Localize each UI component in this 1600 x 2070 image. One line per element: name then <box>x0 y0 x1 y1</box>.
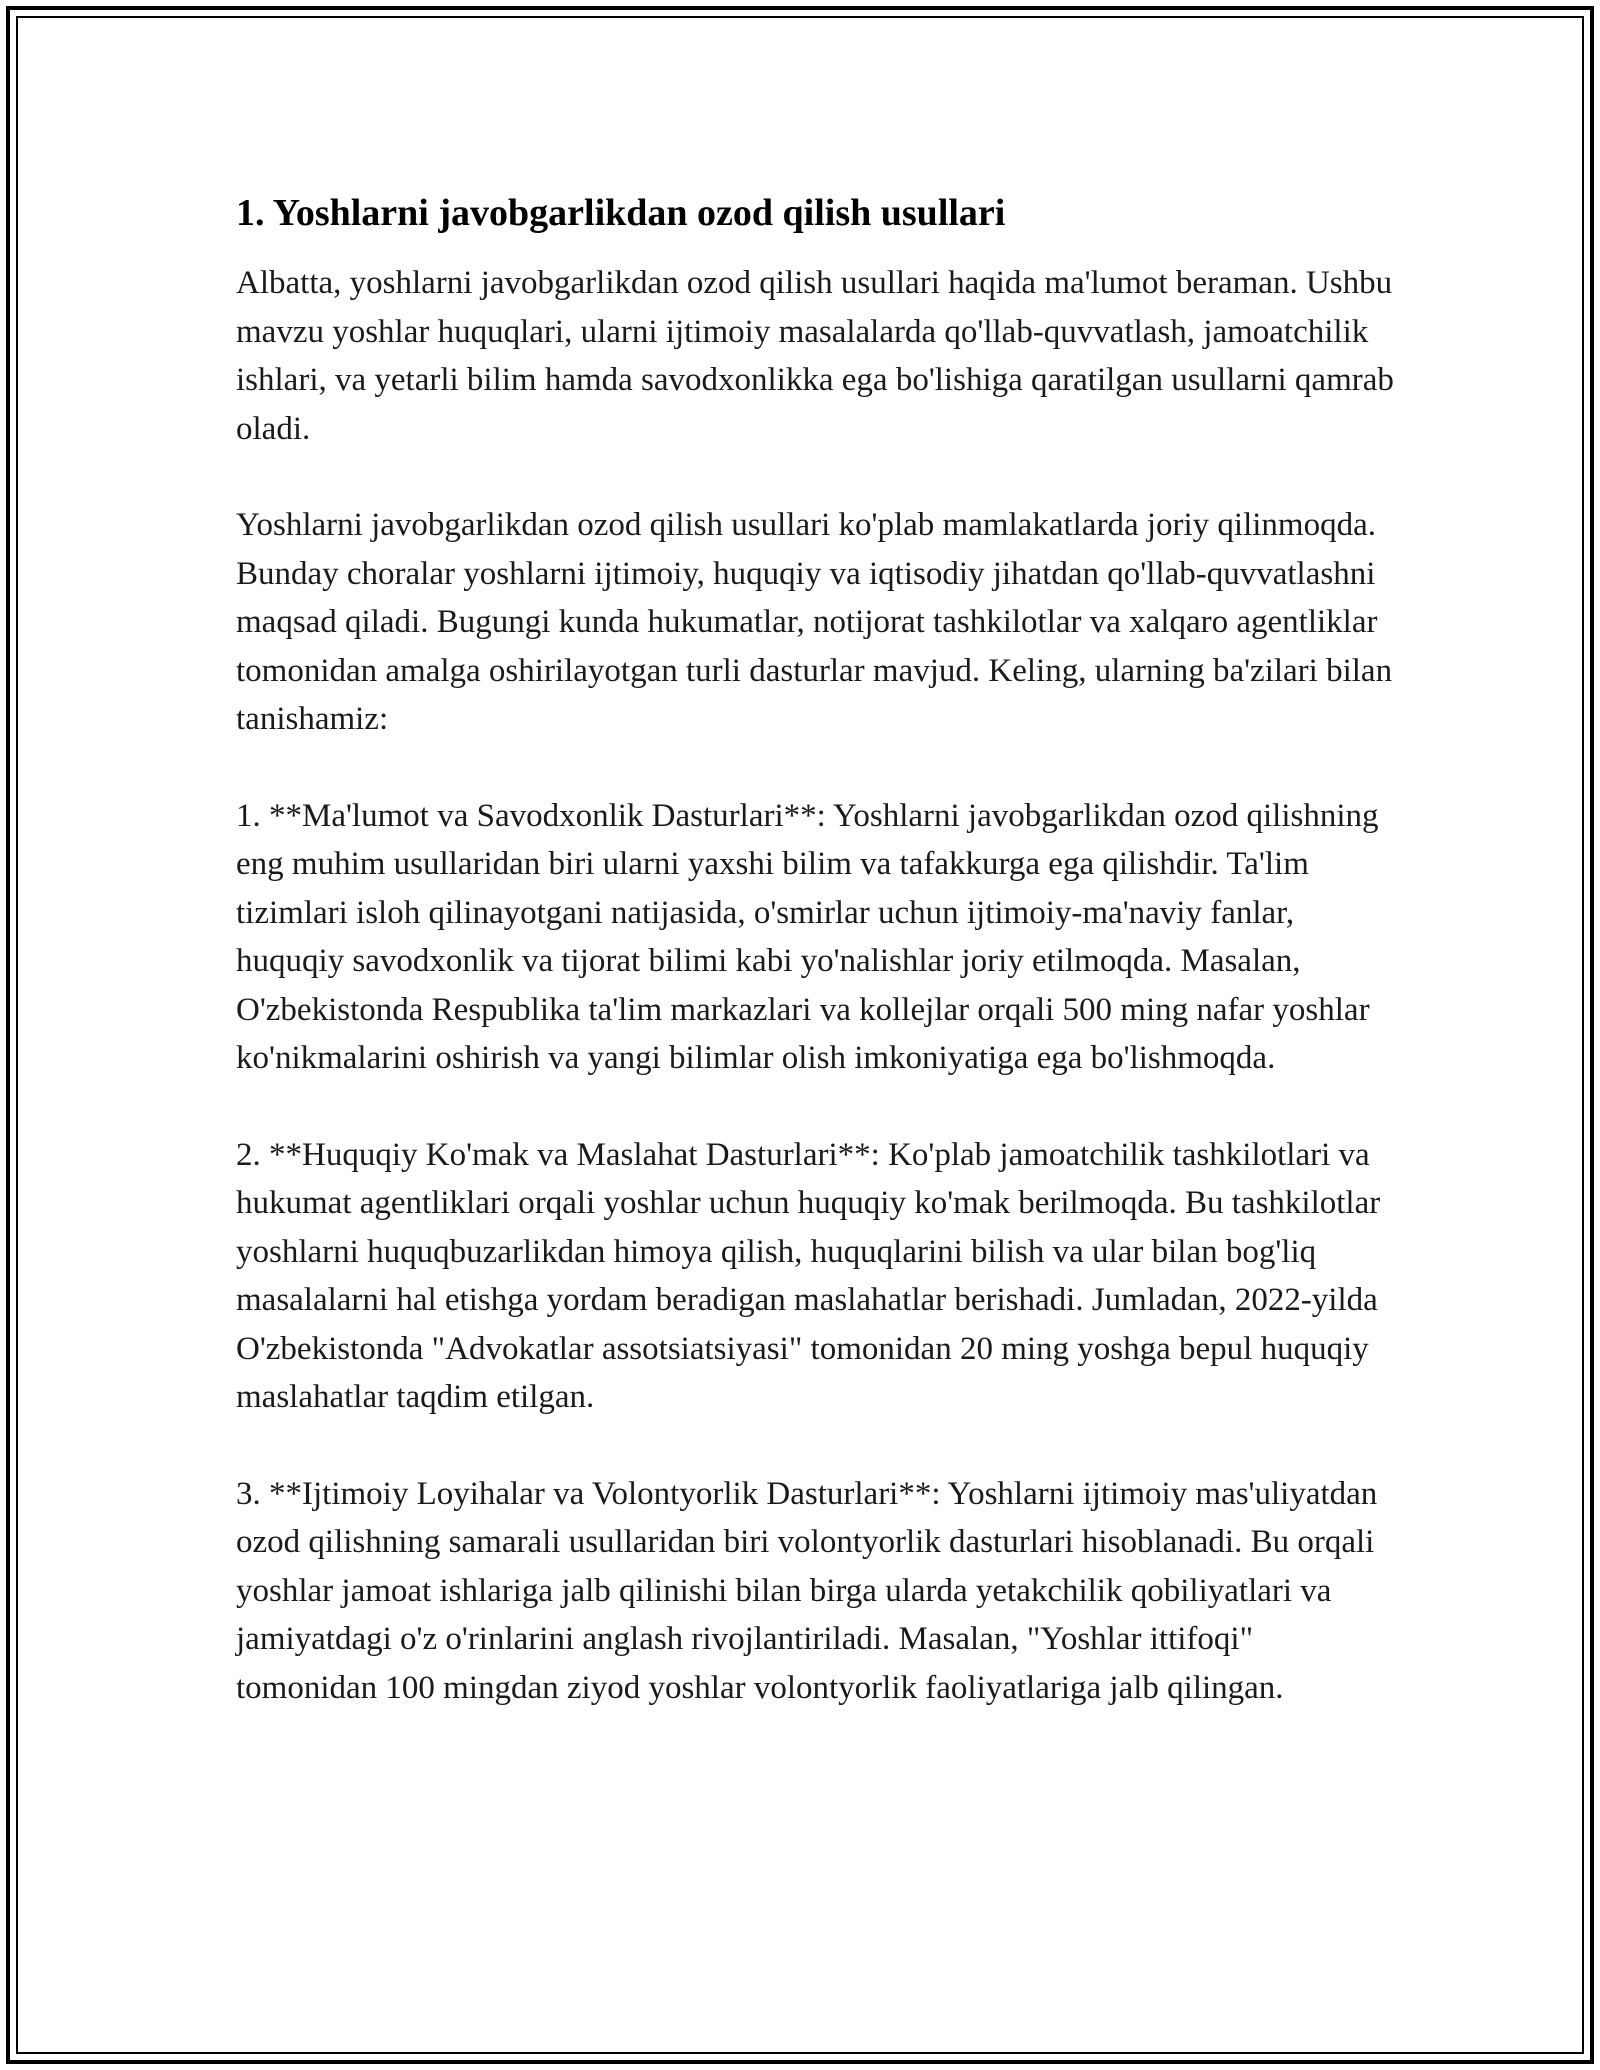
context-paragraph: Yoshlarni javobgarlikdan ozod qilish usullari ko'plab mamlakatlarda joriy qilinmoqda. Bunday choralar yoshlarni ijtimoiy, huquqiy va iqtisodiy jihatdan qo'llab-quvvatlashni maqsad qiladi. Bugungi kunda hukumatlar, notijorat tashkilotlar va xalqaro agentliklar tomonidan amalga oshirilayotgan turli dasturlar mavjud. Keling, ularning ba'zilari bilan tanishamiz: <box>236 507 1393 737</box>
document-body <box>236 187 1396 1760</box>
section-heading: 1. Yoshlarni javobgarlikdan ozod qilish usullari <box>236 192 1006 234</box>
list-item-education-programs: 1. **Ma'lumot va Savodxonlik Dasturlari**: Yoshlarni javobgarlikdan ozod qilishning eng muhim usullaridan biri ularni yaxshi bilim va tafakkurga ega qilishdir. Ta'lim tizimlari isloh qilinayotgani natijasida, o'smirlar uchun ijtimoiy-ma'naviy fanlar, huquqiy savodxonlik va tijorat bilimi kabi yo'nalishlar joriy etilmoqda. Masalan, O'zbekistonda Respublika ta'lim markazlari va kollejlar orqali 500 ming nafar yoshlar ko'nikmalarini oshirish va yangi bilimlar olish imkoniyatiga ega bo'lishmoqda. <box>236 797 1379 1076</box>
intro-paragraph: Albatta, yoshlarni javobgarlikdan ozod qilish usullari haqida ma'lumot beraman. Ushbu mavzu yoshlar huquqlari, ularni ijtimoiy masalalarda qo'llab-quvvatlash, jamoatchilik ishlari, va yetarli bilim hamda savodxonlikka ega bo'lishiga qaratilgan usullarni qamrab oladi. <box>236 265 1394 447</box>
list-item-legal-aid-programs: 2. **Huquqiy Ko'mak va Maslahat Dasturlari**: Ko'plab jamoatchilik tashkilotlari va hukumat agentliklari orqali yoshlar uchun huquqiy ko'mak berilmoqda. Bu tashkilotlar yoshlarni huquqbuzarlikdan himoya qilish, huquqlarini bilish va ular bilan bog'liq masalalarni hal etishga yordam beradigan maslahatlar berishadi. Jumladan, 2022-yilda O'zbekistonda "Advokatlar assotsiatsiyasi" tomonidan 20 ming yoshga bepul huquqiy maslahatlar taqdim etilgan. <box>236 1136 1381 1415</box>
list-item-volunteer-programs: 3. **Ijtimoiy Loyihalar va Volontyorlik Dasturlari**: Yoshlarni ijtimoiy mas'uliyatdan ozod qilishning samarali usullaridan biri volontyorlik dasturlari hisoblanadi. Bu orqali yoshlar jamoat ishlariga jalb qilinishi bilan birga ularda yetakchilik qobiliyatlari va jamiyatdagi o'z o'rinlarini anglash rivojlantiriladi. Masalan, "Yoshlar ittifoqi" tomonidan 100 mingdan ziyod yoshlar volontyorlik faoliyatlariga jalb qilingan. <box>236 1475 1378 1706</box>
